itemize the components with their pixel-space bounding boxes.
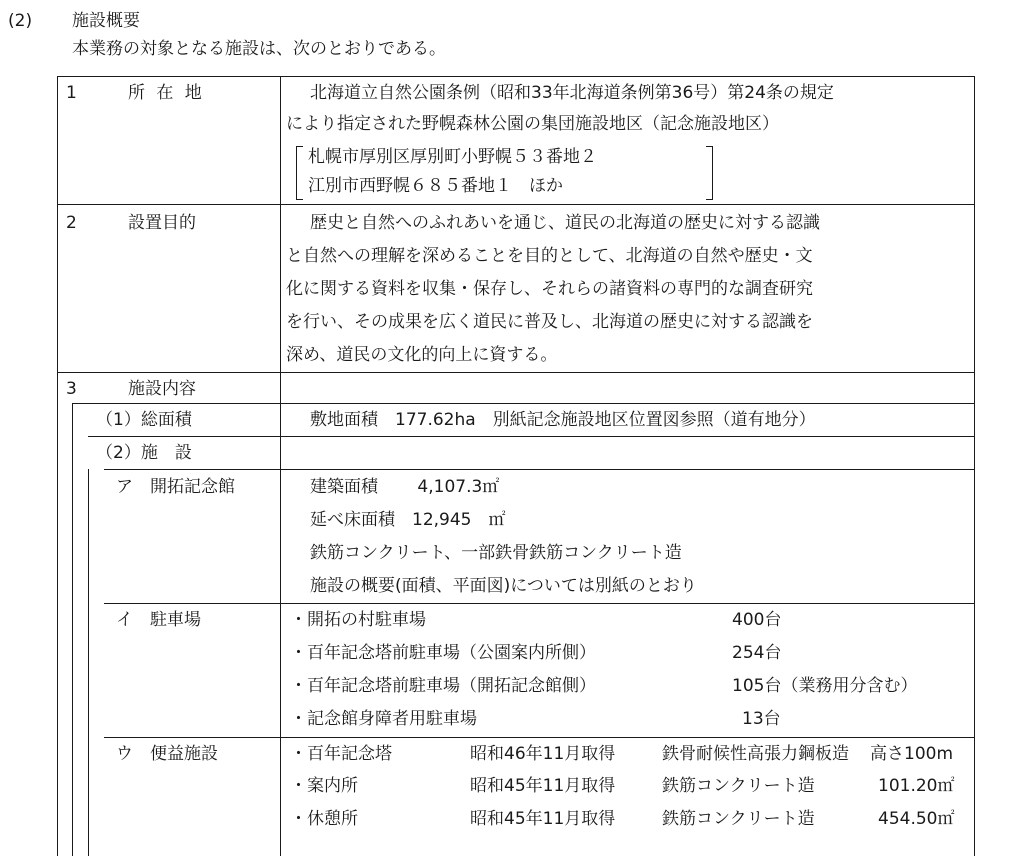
- row-number: 1: [66, 83, 77, 103]
- parking-count: 105台（業務用分含む）: [732, 676, 918, 696]
- table-top-border: [57, 76, 975, 77]
- amenity-structure: 鉄骨耐候性高張力鋼板造: [662, 744, 849, 764]
- row-divider: [104, 469, 975, 470]
- table-left-border: [57, 76, 58, 856]
- amenity-name: ・案内所: [290, 776, 358, 796]
- row-label-contents: 施設内容: [128, 379, 196, 399]
- address-line: 江別市西野幌６８５番地１ ほか: [308, 176, 563, 196]
- location-text: 北海道立自然公園条例（昭和33年北海道条例第36号）第24条の規定: [310, 83, 834, 103]
- museum-detail: 施設の概要(面積、平面図)については別紙のとおり: [310, 576, 697, 596]
- parking-label: イ 駐車場: [116, 610, 201, 630]
- amenity-structure: 鉄筋コンクリート造: [662, 776, 815, 796]
- row-divider: [72, 403, 975, 404]
- total-area-label: （1）総面積: [96, 410, 192, 430]
- amenity-date: 昭和46年11月取得: [470, 744, 616, 764]
- amenity-structure: 鉄筋コンクリート造: [662, 809, 815, 829]
- museum-label: ア 開拓記念館: [116, 477, 235, 497]
- row-divider: [104, 737, 975, 738]
- parking-count: 400台: [732, 610, 782, 630]
- row-divider: [104, 603, 975, 604]
- purpose-text: を行い、その成果を広く道民に普及し、北海道の歴史に対する認識を: [286, 312, 813, 332]
- amenity-size: 高さ100m: [870, 744, 954, 764]
- amenity-size: 101.20㎡: [878, 776, 955, 796]
- table-right-border: [974, 76, 975, 856]
- bracket-right: [706, 146, 713, 200]
- museum-detail: 建築面積 4,107.3㎡: [310, 477, 500, 497]
- parking-name: ・百年記念塔前駐車場（開拓記念館側）: [290, 676, 596, 696]
- purpose-text: 深め、道民の文化的向上に資する。: [286, 345, 558, 365]
- bracket-left: [296, 146, 303, 200]
- facilities-label: （2）施 設: [96, 443, 192, 463]
- row-number: 2: [66, 213, 77, 233]
- row-divider: [57, 372, 975, 373]
- purpose-text: 歴史と自然へのふれあいを通じ、道民の北海道の歴史に対する認識: [310, 213, 820, 233]
- indent-line: [88, 469, 89, 856]
- row-divider: [88, 436, 975, 437]
- purpose-text: 化に関する資料を収集・保存し、それらの諸資料の専門的な調査研究: [286, 279, 813, 299]
- parking-name: ・百年記念塔前駐車場（公園案内所側）: [290, 643, 596, 663]
- amenities-label: ウ 便益施設: [116, 744, 218, 764]
- amenity-name: ・百年記念塔: [290, 744, 392, 764]
- parking-count: 254台: [732, 643, 782, 663]
- purpose-text: と自然への理解を深めることを目的として、北海道の自然や歴史・文: [286, 246, 813, 266]
- amenity-date: 昭和45年11月取得: [470, 776, 616, 796]
- parking-count: 13台: [742, 709, 781, 729]
- parking-name: ・記念館身障者用駐車場: [290, 709, 477, 729]
- museum-detail: 鉄筋コンクリート、一部鉄骨鉄筋コンクリート造: [310, 543, 682, 563]
- parking-name: ・開拓の村駐車場: [290, 610, 426, 630]
- column-divider: [280, 76, 281, 856]
- row-label-location: 所 在 地: [128, 83, 205, 103]
- row-number: 3: [66, 379, 77, 399]
- row-label-purpose: 設置目的: [128, 213, 196, 233]
- indent-line: [72, 403, 73, 856]
- museum-detail: 延べ床面積 12,945 ㎡: [310, 510, 506, 530]
- section-title: 施設概要: [72, 11, 140, 31]
- address-line: 札幌市厚別区厚別町小野幌５３番地２: [308, 147, 597, 167]
- amenity-name: ・休憩所: [290, 809, 358, 829]
- total-area-text: 敷地面積 177.62ha 別紙記念施設地区位置図参照（道有地分）: [310, 410, 816, 430]
- section-number: (2): [8, 11, 33, 31]
- amenity-size: 454.50㎡: [878, 809, 955, 829]
- section-intro: 本業務の対象となる施設は、次のとおりである。: [72, 39, 446, 59]
- row-divider: [57, 204, 975, 205]
- location-text: により指定された野幌森林公園の集団施設地区（記念施設地区）: [286, 114, 779, 134]
- amenity-date: 昭和45年11月取得: [470, 809, 616, 829]
